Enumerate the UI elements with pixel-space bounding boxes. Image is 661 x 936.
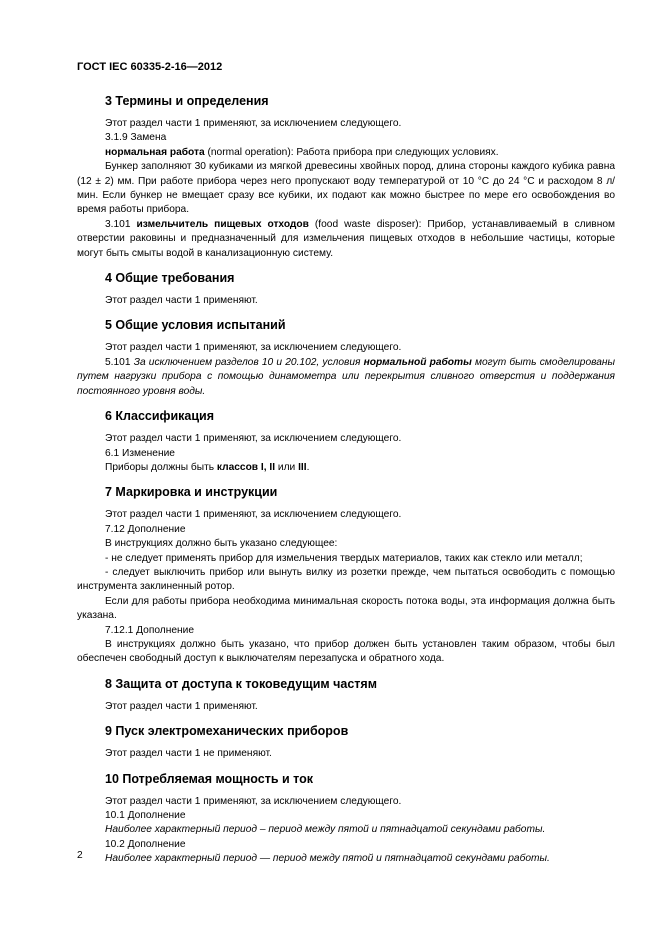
term: нормальной работы: [363, 356, 472, 368]
term: классов I, II: [216, 461, 276, 473]
clause-number: 7.12 Дополнение: [105, 523, 186, 535]
section-10-title: 10 Потребляемая мощность и ток: [105, 771, 313, 786]
document-header: ГОСТ IEC 60335-2-16—2012: [77, 61, 223, 73]
clause-number: 3.1.9 Замена: [105, 132, 167, 144]
paragraph: Этот раздел части 1 применяют, за исключением следующего.: [105, 433, 402, 445]
definition-text: (normal operation): Работа прибора при следующих условиях.: [204, 146, 499, 158]
text: Приборы должны быть: [105, 461, 217, 473]
clause-number: 5.101: [105, 356, 134, 368]
section-9-title: 9 Пуск электромеханических приборов: [105, 724, 349, 739]
paragraph: Этот раздел части 1 применяют, за исключением следующего.: [105, 342, 402, 354]
paragraph: [77, 852, 615, 866]
document-body: [77, 94, 615, 867]
italic-text: За исключением разделов 10 и 20.102, условия: [133, 356, 364, 368]
text: или: [275, 461, 299, 473]
list-item: - не следует применять прибор для измельчения твердых материалов, таких как стекло или металл;: [105, 552, 583, 564]
section-3-title: 3 Термины и определения: [105, 94, 269, 108]
italic-text: Наиболее характерный период — период между пятой и пятнадцатой секундами работы.: [105, 853, 550, 865]
paragraph: [77, 823, 615, 837]
section-8: [77, 677, 615, 714]
paragraph: Бункер заполняют 30 кубиками из мягкой древесины хвойных пород, длина стороны каждого кубика равна (12 ± 2) мм. При работе прибора через него пропускают воду температурой от 10 °С до 24 °С и расходом 8 л/мин. Если бункер не вмещает сразу все кубики, их подают как можно быстрее по мере его освобождения во время работы прибора.: [77, 161, 615, 216]
section-8-title: 8 Защита от доступа к токоведущим частям: [105, 676, 377, 691]
section-6: [77, 409, 615, 475]
section-10: [77, 772, 615, 867]
section-3: [77, 94, 615, 261]
italic-text: Наиболее характерный период – период между пятой и пятнадцатой секундами работы.: [105, 824, 546, 836]
paragraph: Этот раздел части 1 применяют.: [105, 700, 258, 712]
section-5-title: 5 Общие условия испытаний: [105, 318, 286, 333]
paragraph: Этот раздел части 1 применяют, за исключением следующего.: [105, 509, 402, 521]
list-item: - следует выключить прибор или вынуть вилку из розетки прежде, чем пытаться освободить с помощью инструмента заклиненный ротор.: [77, 566, 615, 593]
paragraph: Если для работы прибора необходима минимальная скорость потока воды, эта информация должна быть указана.: [77, 595, 615, 622]
italic-text: могут быть смоделированы путем нагрузки прибора с помощью динамометра или перекрытия сливного отверстия и поддержания постоянного уровня воды.: [77, 356, 616, 397]
paragraph: В инструкциях должно быть указано следующее:: [105, 538, 338, 550]
clause-number: 6.1 Изменение: [105, 447, 175, 459]
section-7-title: 7 Маркировка и инструкции: [105, 485, 278, 500]
section-9: [77, 724, 615, 761]
paragraph: [77, 356, 615, 399]
section-4-title: 4 Общие требования: [105, 271, 235, 286]
paragraph: Этот раздел части 1 применяют, за исключением следующего.: [105, 118, 402, 129]
term: нормальная работа: [105, 146, 205, 158]
clause-number: 7.12.1 Дополнение: [105, 624, 195, 636]
paragraph: Этот раздел части 1 не применяют.: [105, 748, 272, 760]
section-7: [77, 485, 615, 666]
clause-number: 10.1 Дополнение: [105, 810, 186, 821]
paragraph: Этот раздел части 1 применяют.: [105, 295, 258, 307]
section-6-title: 6 Классификация: [105, 409, 215, 424]
paragraph: Этот раздел части 1 применяют, за исключением следующего.: [105, 795, 402, 807]
paragraph: [77, 461, 615, 475]
definition-paragraph: [77, 146, 615, 160]
section-4: [77, 271, 615, 308]
definition-text: (food waste disposer): Прибор, устанавливаемый в сливном отверстии раковины и предназначенный для измельчения пищевых отходов в небольшие частицы, которые могут быть смыты водой в канализационную систему.: [77, 218, 615, 259]
clause-number: 10.2 Дополнение: [105, 838, 186, 850]
text: .: [306, 461, 310, 473]
definition-paragraph: [77, 218, 615, 261]
page-number: 2: [77, 850, 83, 861]
term: измельчитель пищевых отходов: [136, 218, 309, 230]
clause-number: 3.101: [105, 218, 137, 230]
term: III: [298, 461, 307, 473]
section-5: [77, 318, 615, 399]
paragraph: В инструкциях должно быть указано, что прибор должен быть установлен таким образом, чтобы был обеспечен свободный доступ к выключателям перезапуска и обратного хода.: [77, 638, 615, 665]
